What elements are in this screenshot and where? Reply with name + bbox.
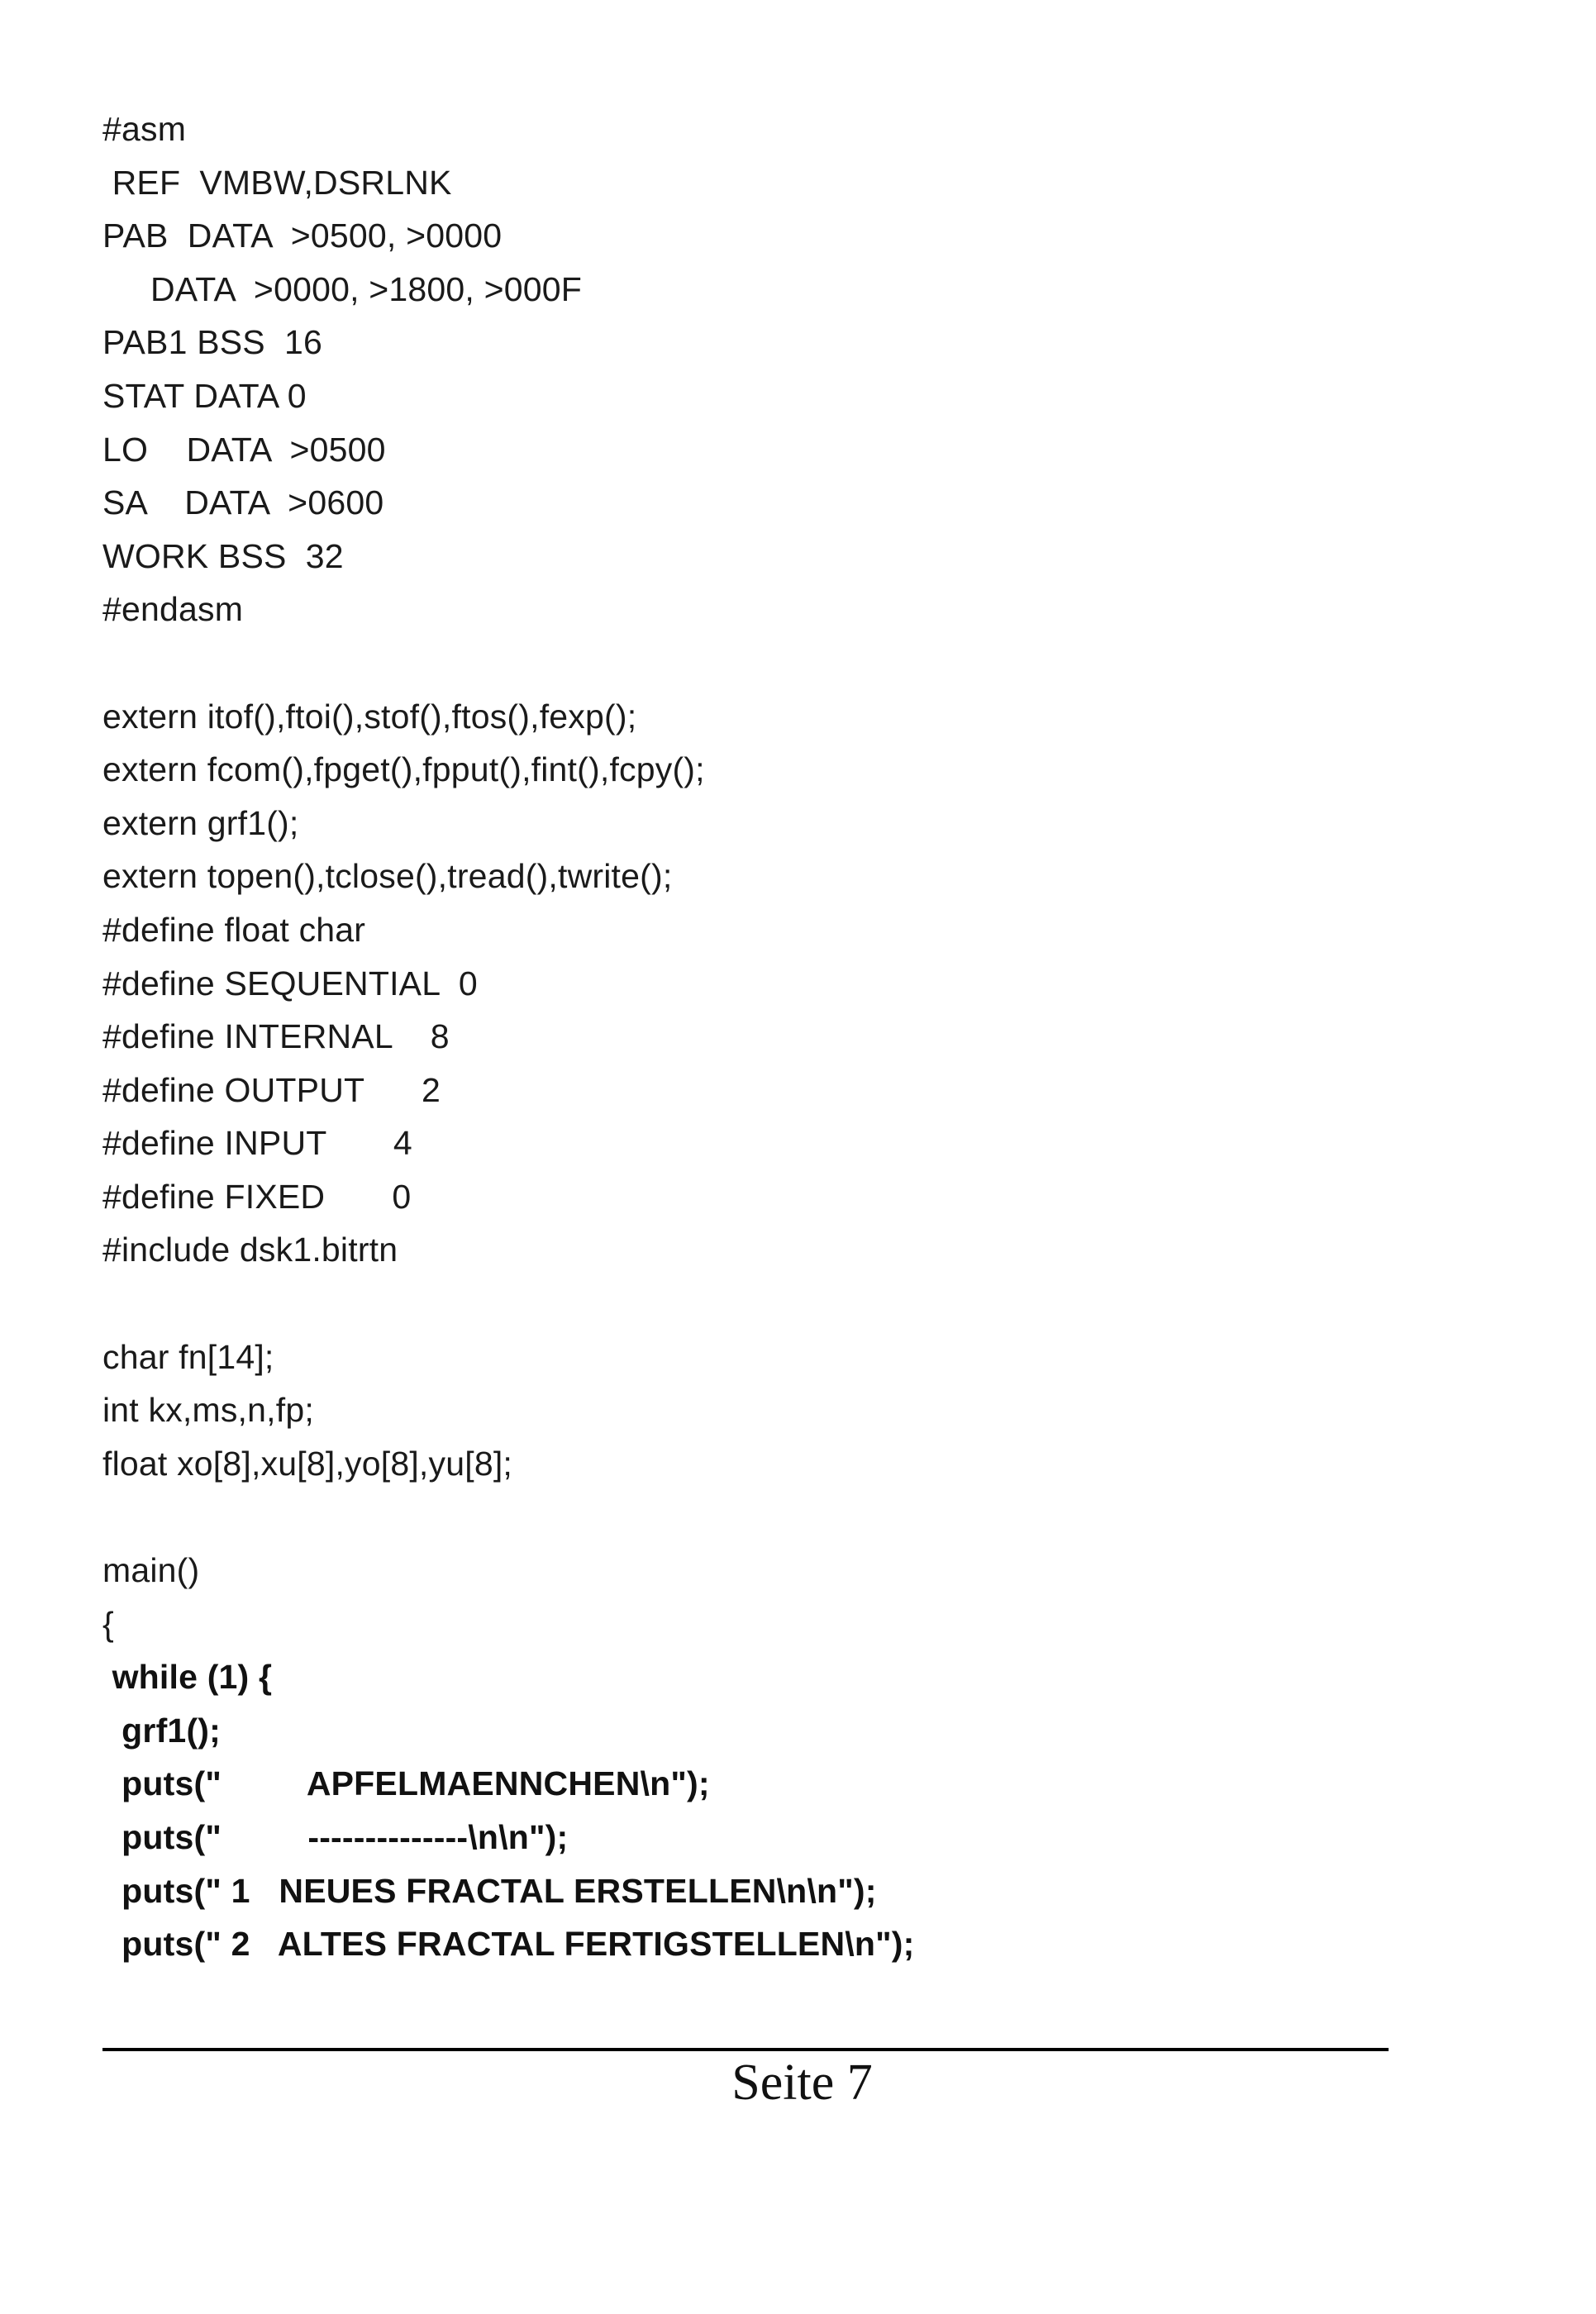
- code-line: puts(" 2 ALTES FRACTAL FERTIGSTELLEN\n");: [102, 1925, 915, 1964]
- blank-line: [102, 1277, 1392, 1331]
- code-line: extern itof(),ftoi(),stof(),ftos(),fexp();: [102, 697, 637, 736]
- code-line: STAT DATA 0: [102, 376, 307, 415]
- code-listing: [102, 102, 1392, 1971]
- code-line: #define INTERNAL 8: [102, 1017, 450, 1056]
- code-line: puts(" 1 NEUES FRACTAL ERSTELLEN\n\n");: [102, 1871, 877, 1910]
- code-line: WORK BSS 32: [102, 536, 344, 575]
- code-line: float xo[8],xu[8],yo[8],yu[8];: [102, 1444, 512, 1483]
- code-line: extern fcom(),fpget(),fpput(),fint(),fcpy();: [102, 750, 705, 789]
- code-line: #endasm: [102, 590, 244, 629]
- code-line: LO DATA >0500: [102, 430, 386, 469]
- code-line: #asm: [102, 110, 187, 148]
- code-line: puts(" --------------\n\n");: [102, 1818, 569, 1856]
- code-line: #define SEQUENTIAL 0: [102, 964, 478, 1002]
- page-number: Seite 7: [731, 2055, 873, 2111]
- code-line: #define INPUT 4: [102, 1124, 412, 1163]
- code-line: PAB DATA >0500, >0000: [102, 217, 503, 255]
- blank-line: [102, 1490, 1392, 1544]
- code-line: grf1();: [102, 1711, 221, 1750]
- code-line: #define float char: [102, 910, 366, 949]
- code-line: main(): [102, 1551, 200, 1590]
- code-line: extern grf1();: [102, 803, 299, 842]
- code-line: PAB1 BSS 16: [102, 323, 323, 362]
- code-line: DATA >0000, >1800, >000F: [102, 269, 582, 308]
- code-line: puts(" APFELMAENNCHEN\n");: [102, 1764, 710, 1803]
- code-line: while (1) {: [102, 1658, 273, 1697]
- code-line: #define OUTPUT 2: [102, 1070, 441, 1109]
- code-line: #include dsk1.bitrtn: [102, 1231, 398, 1269]
- code-line: char fn[14];: [102, 1337, 274, 1376]
- code-line: REF VMBW,DSRLNK: [102, 163, 452, 202]
- blank-line: [102, 636, 1392, 690]
- code-line: {: [102, 1604, 114, 1643]
- code-line: int kx,ms,n,fp;: [102, 1391, 314, 1430]
- code-line: SA DATA >0600: [102, 483, 384, 522]
- code-line: extern topen(),tclose(),tread(),twrite();: [102, 857, 673, 896]
- code-line: #define FIXED 0: [102, 1177, 412, 1216]
